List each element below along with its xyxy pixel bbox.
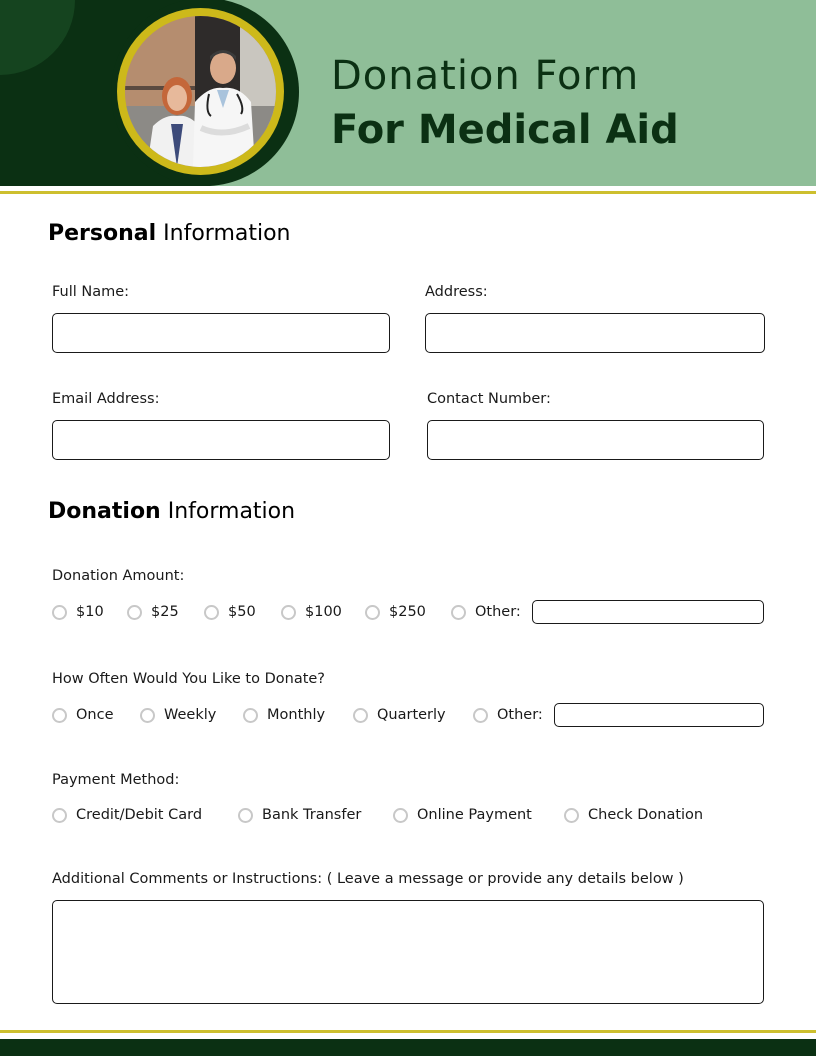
- full-name-label: Full Name:: [52, 284, 130, 300]
- bottom-divider: [0, 1030, 816, 1033]
- amount-option-25[interactable]: $25: [127, 604, 204, 620]
- payment-option-card[interactable]: Credit/Debit Card: [52, 807, 238, 823]
- radio-button[interactable]: [353, 708, 368, 723]
- donation-title-bold: Donation: [48, 499, 161, 524]
- payment-option-check[interactable]: Check Donation: [564, 807, 703, 823]
- radio-button[interactable]: [473, 708, 488, 723]
- address-input[interactable]: [425, 313, 765, 353]
- radio-button[interactable]: [204, 605, 219, 620]
- frequency-option-other[interactable]: Other:: [473, 707, 543, 723]
- radio-button[interactable]: [243, 708, 258, 723]
- radio-button[interactable]: [564, 808, 579, 823]
- contact-number-label: Contact Number:: [427, 391, 551, 407]
- address-label: Address:: [425, 284, 488, 300]
- frequency-options: [52, 703, 543, 727]
- amount-option-other[interactable]: Other:: [451, 604, 521, 620]
- amount-option-50[interactable]: $50: [204, 604, 281, 620]
- comments-textarea[interactable]: [52, 900, 764, 1004]
- contact-number-input[interactable]: [427, 420, 764, 460]
- comments-label: Additional Comments or Instructions: ( Leave a message or provide any details below ): [52, 871, 684, 887]
- email-input[interactable]: [52, 420, 390, 460]
- radio-button[interactable]: [451, 605, 466, 620]
- radio-button[interactable]: [365, 605, 380, 620]
- footer-bar: [0, 1039, 816, 1056]
- radio-button[interactable]: [127, 605, 142, 620]
- email-label: Email Address:: [52, 391, 160, 407]
- radio-button[interactable]: [140, 708, 155, 723]
- top-divider: [0, 191, 816, 194]
- doctors-photo-illustration: [125, 16, 276, 167]
- donation-section-title: [48, 499, 295, 524]
- radio-button[interactable]: [238, 808, 253, 823]
- donation-amount-label: Donation Amount:: [52, 568, 185, 584]
- amount-other-input[interactable]: [532, 600, 764, 624]
- radio-button[interactable]: [52, 605, 67, 620]
- radio-button[interactable]: [393, 808, 408, 823]
- header-banner: [0, 0, 816, 186]
- photo-frame: [117, 8, 284, 175]
- amount-option-10[interactable]: $10: [52, 604, 127, 620]
- frequency-option-weekly[interactable]: Weekly: [140, 707, 243, 723]
- amount-option-100[interactable]: $100: [281, 604, 365, 620]
- personal-title-bold: Personal: [48, 221, 157, 246]
- title-block: [331, 52, 679, 160]
- radio-button[interactable]: [281, 605, 296, 620]
- payment-method-label: Payment Method:: [52, 772, 180, 788]
- radio-button[interactable]: [52, 808, 67, 823]
- page-title: Donation Form: [331, 53, 640, 99]
- payment-method-options: [52, 803, 703, 827]
- payment-option-bank-transfer[interactable]: Bank Transfer: [238, 807, 393, 823]
- personal-title-regular: Information: [156, 221, 291, 246]
- frequency-option-quarterly[interactable]: Quarterly: [353, 707, 473, 723]
- frequency-option-once[interactable]: Once: [52, 707, 140, 723]
- frequency-other-input[interactable]: [554, 703, 764, 727]
- full-name-input[interactable]: [52, 313, 390, 353]
- personal-section-title: [48, 221, 291, 246]
- amount-option-250[interactable]: $250: [365, 604, 451, 620]
- frequency-option-monthly[interactable]: Monthly: [243, 707, 353, 723]
- frequency-label: How Often Would You Like to Donate?: [52, 671, 326, 687]
- page-subtitle: For Medical Aid: [331, 107, 679, 153]
- donation-title-regular: Information: [160, 499, 296, 524]
- radio-button[interactable]: [52, 708, 67, 723]
- payment-option-online[interactable]: Online Payment: [393, 807, 564, 823]
- doctors-photo: [125, 16, 276, 167]
- donation-amount-options: [52, 600, 521, 624]
